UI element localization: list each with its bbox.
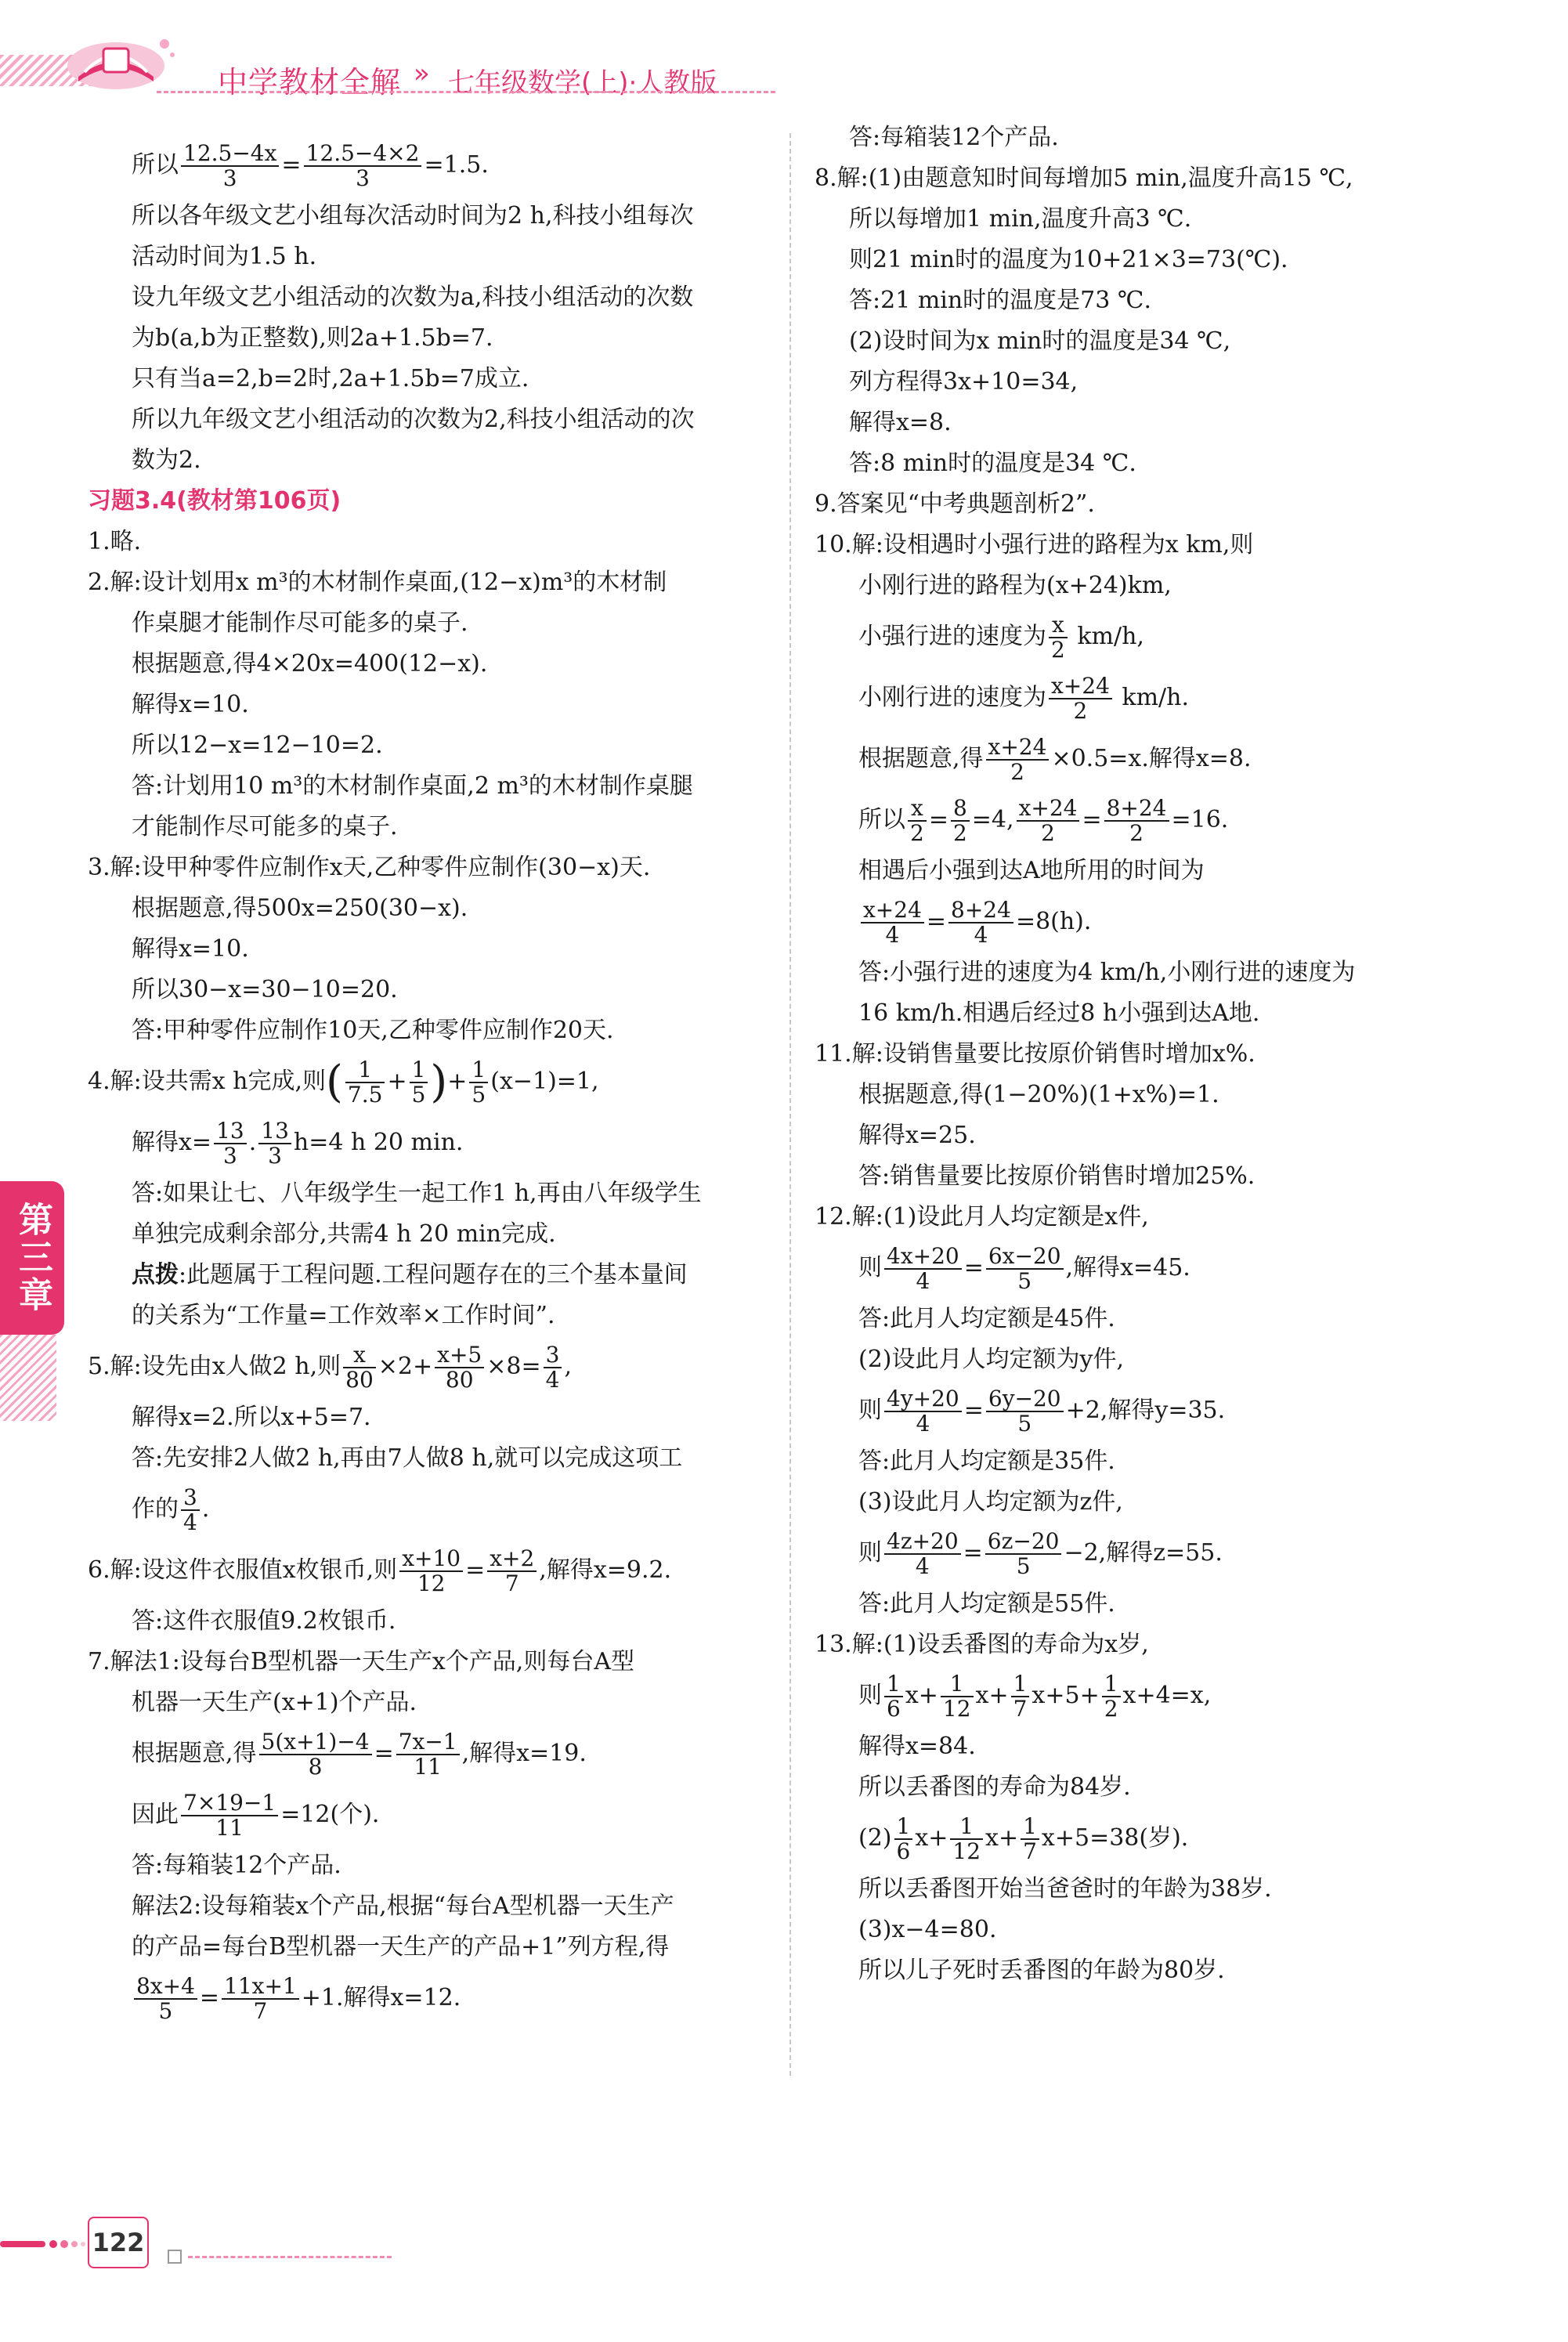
text-line: 数为2.	[132, 446, 201, 474]
footer-dashed-line	[188, 2256, 392, 2258]
text-line: 13.解:(1)设丢番图的寿命为x岁,	[815, 1631, 1149, 1658]
book-title: 中学教材全解	[218, 65, 402, 99]
text-line: 所以丢番图开始当爸爸时的年龄为38岁.	[858, 1875, 1272, 1903]
text-line: (2)设时间为x min时的温度是34 ℃,	[849, 327, 1231, 355]
text-line: 4.解:设共需x h完成,则( $\frac{1}{7.5}$ + $\frac{1}{5}$ )+ $\frac{1}{5}$ (x−1)=1,	[88, 1057, 599, 1108]
text-line: 的产品=每台B型机器一天生产的产品+1”列方程,得	[132, 1933, 670, 1961]
footer-square-icon	[168, 2250, 182, 2264]
text-line: 12.解:(1)设此月人均定额是x件,	[815, 1203, 1149, 1231]
text-line: 5.解:设先由x人做2 h,则 $\frac{x}{80}$ ×2+ $\frac{x+5}{80}$ ×8= $\frac{3}{4}$ ,	[88, 1342, 572, 1393]
text-line: 答:此月人均定额是45件.	[858, 1305, 1115, 1332]
text-line: 小刚行进的路程为(x+24)km,	[858, 572, 1172, 599]
text-line: (3)设此月人均定额为z件,	[858, 1488, 1123, 1516]
text-line: 所以儿子死时丢番图的年龄为80岁.	[858, 1957, 1225, 1984]
text-line: 8.解:(1)由题意知时间每增加5 min,温度升高15 ℃,	[815, 164, 1353, 192]
text-line: 解法2:设每箱装x个产品,根据“每台A型机器一天生产	[132, 1892, 674, 1920]
text-line: (2)设此月人均定额为y件,	[858, 1346, 1124, 1373]
right-column	[815, 117, 1535, 1991]
text-line: 则 $\frac{1}{6}$ x+ $\frac{1}{12}$ x+ $\frac{1}{7}$ x+5+ $\frac{1}{2}$ x+4=x,	[858, 1671, 1212, 1722]
text-line: 答:这件衣服值9.2枚银币.	[132, 1607, 396, 1635]
exercise-section-heading: 习题3.4(教材第106页)	[88, 487, 341, 515]
text-line: 答:先安排2人做2 h,再由7人做8 h,就可以完成这项工	[132, 1444, 683, 1472]
text-line: 所以各年级文艺小组每次活动时间为2 h,科技小组每次	[132, 202, 694, 230]
text-line: 列方程得3x+10=34,	[849, 368, 1078, 396]
text-line: 活动时间为1.5 h.	[132, 243, 317, 270]
text-line: 所以 $\frac{12.5-4x}{3}$ = $\frac{12.5-4\times 2}{3}$ =1.5.	[132, 140, 489, 191]
text-line: 答:每箱装12个产品.	[132, 1852, 341, 1879]
text-line: 小强行进的速度为 $\frac{x}{2}$ km/h,	[858, 612, 1144, 663]
page-number	[88, 2217, 149, 2268]
text-line: 所以 $\frac{x}{2}$ = $\frac{8}{2}$ =4, $\frac{x+24}{2}$ = $\frac{8+24}{2}$ =16.	[858, 795, 1229, 846]
text-line: 所以12−x=12−10=2.	[132, 732, 383, 759]
text-line: 则21 min时的温度为10+21×3=73(℃).	[849, 246, 1288, 273]
text-line: 所以每增加1 min,温度升高3 ℃.	[849, 205, 1192, 233]
text-line: 则 $\frac{4x+20}{4}$ = $\frac{6x-20}{5}$ ,解得x=45.	[858, 1243, 1190, 1294]
text-line: 解得x=10.	[132, 691, 249, 718]
text-line: 根据题意,得 $\frac{5(x+1)-4}{8}$ = $\frac{7x-1}{11}$ ,解得x=19.	[132, 1729, 587, 1780]
text-line: 11.解:设销售量要比按原价销售时增加x%.	[815, 1040, 1255, 1068]
chapter-tab-label: 第三章	[13, 1202, 52, 1314]
page-header	[0, 0, 783, 102]
text-line: 单独完成剩余部分,共需4 h 20 min完成.	[132, 1220, 556, 1248]
column-divider	[789, 133, 791, 2076]
text-line: 所以丢番图的寿命为84岁.	[858, 1773, 1131, 1801]
text-line: 根据题意,得4×20x=400(12−x).	[132, 650, 488, 678]
text-line: 解得x=10.	[132, 935, 249, 963]
text-line: 根据题意,得 $\frac{x+24}{2}$ ×0.5=x.解得x=8.	[858, 734, 1252, 785]
footer-dots-icon	[0, 2239, 88, 2250]
text-line: 解得x=8.	[849, 409, 952, 436]
text-line: 只有当a=2,b=2时,2a+1.5b=7成立.	[132, 365, 529, 392]
chapter-tab-hatch	[0, 1335, 56, 1421]
book-logo-icon	[61, 31, 179, 92]
tip-line: 点拨:此题属于工程问题.工程问题存在的三个基本量间	[132, 1261, 688, 1288]
text-line: (3)x−4=80.	[858, 1916, 997, 1943]
text-line: 相遇后小强到达A地所用的时间为	[858, 857, 1205, 884]
text-line: 7.解法1:设每台B型机器一天生产x个产品,则每台A型	[88, 1648, 634, 1675]
text-line: 10.解:设相遇时小强行进的路程为x km,则	[815, 531, 1254, 558]
text-line: 2.解:设计划用x m³的木材制作桌面,(12−x)m³的木材制	[88, 569, 667, 596]
header-separator: »	[414, 58, 430, 89]
text-line: 答:8 min时的温度是34 ℃.	[849, 450, 1136, 477]
text-line: $\frac{8x+4}{5}$ = $\frac{11x+1}{7}$ +1.解得x=12.	[88, 1968, 777, 2029]
header-dashed-line	[157, 91, 775, 93]
text-line: 为b(a,b为正整数),则2a+1.5b=7.	[132, 324, 493, 352]
text-line: 9.答案见“中考典题剖析2”.	[815, 490, 1095, 518]
text-line: 答:如果让七、八年级学生一起工作1 h,再由八年级学生	[132, 1180, 702, 1207]
text-line: 答:此月人均定额是35件.	[858, 1447, 1115, 1475]
text-line: (2) $\frac{1}{6}$ x+ $\frac{1}{12}$ x+ $\frac{1}{7}$ x+5=38(岁).	[858, 1813, 1189, 1864]
text-line: 答:小强行进的速度为4 km/h,小刚行进的速度为	[858, 959, 1356, 986]
text-line: 6.解:设这件衣服值x枚银币,则 $\frac{x+10}{12}$ = $\frac{x+2}{7}$ ,解得x=9.2.	[88, 1545, 672, 1596]
text-line: 16 km/h.相遇后经过8 h小强到达A地.	[858, 999, 1260, 1027]
text-line: 小刚行进的速度为 $\frac{x+24}{2}$ km/h.	[858, 673, 1190, 724]
text-line: 因此 $\frac{7\times 19-1}{11}$ =12(个).	[132, 1790, 380, 1841]
text-line: 解得x=25.	[858, 1122, 976, 1149]
text-line: 的关系为“工作量=工作效率×工作时间”.	[132, 1302, 555, 1329]
text-line: 答:甲种零件应制作10天,乙种零件应制作20天.	[132, 1017, 614, 1044]
text-line: 所以九年级文艺小组活动的次数为2,科技小组活动的次	[132, 406, 695, 433]
left-column	[88, 135, 777, 2029]
text-line: 则 $\frac{4z+20}{4}$ = $\frac{6z-20}{5}$ −2,解得z=55.	[858, 1528, 1223, 1579]
text-line: 答:计划用10 m³的木材制作桌面,2 m³的木材制作桌腿	[132, 772, 693, 800]
text-line: 作桌腿才能制作尽可能多的桌子.	[132, 609, 468, 637]
text-line: 解得x=84.	[858, 1733, 976, 1760]
text-line: 作的 $\frac{3}{4}$ .	[132, 1484, 210, 1535]
text-line: 根据题意,得500x=250(30−x).	[132, 895, 468, 922]
text-line: 解得x=2.所以x+5=7.	[132, 1404, 371, 1431]
text-line: 根据题意,得(1−20%)(1+x%)=1.	[858, 1081, 1219, 1108]
chapter-tab	[0, 1181, 64, 1335]
page-number-label: 122	[92, 2228, 145, 2257]
text-line: 所以30−x=30−10=20.	[132, 976, 398, 1003]
text-line: 答:每箱装12个产品.	[849, 124, 1059, 151]
text-line: 则 $\frac{4y+20}{4}$ = $\frac{6y-20}{5}$ +2,解得y=35.	[858, 1386, 1226, 1437]
text-line: 答:销售量要比按原价销售时增加25%.	[858, 1162, 1255, 1190]
text-line: 设九年级文艺小组活动的次数为a,科技小组活动的次数	[132, 284, 694, 311]
text-line: 机器一天生产(x+1)个产品.	[132, 1689, 417, 1716]
text-line: 解得x= $\frac{13}{3}$ . $\frac{13}{3}$ h=4 h 20 min.	[132, 1118, 464, 1169]
text-line: 1.略.	[88, 528, 142, 555]
book-subtitle: 七年级数学(上)·人教版	[448, 67, 717, 99]
text-line: 答:此月人均定额是55件.	[858, 1590, 1115, 1617]
text-line: 答:21 min时的温度是73 ℃.	[849, 287, 1151, 314]
text-line: $\frac{x+24}{4}$ = $\frac{8+24}{4}$ =8(h).	[815, 891, 1535, 952]
text-line: 才能制作尽可能多的桌子.	[132, 813, 398, 840]
text-line: 3.解:设甲种零件应制作x天,乙种零件应制作(30−x)天.	[88, 854, 651, 881]
